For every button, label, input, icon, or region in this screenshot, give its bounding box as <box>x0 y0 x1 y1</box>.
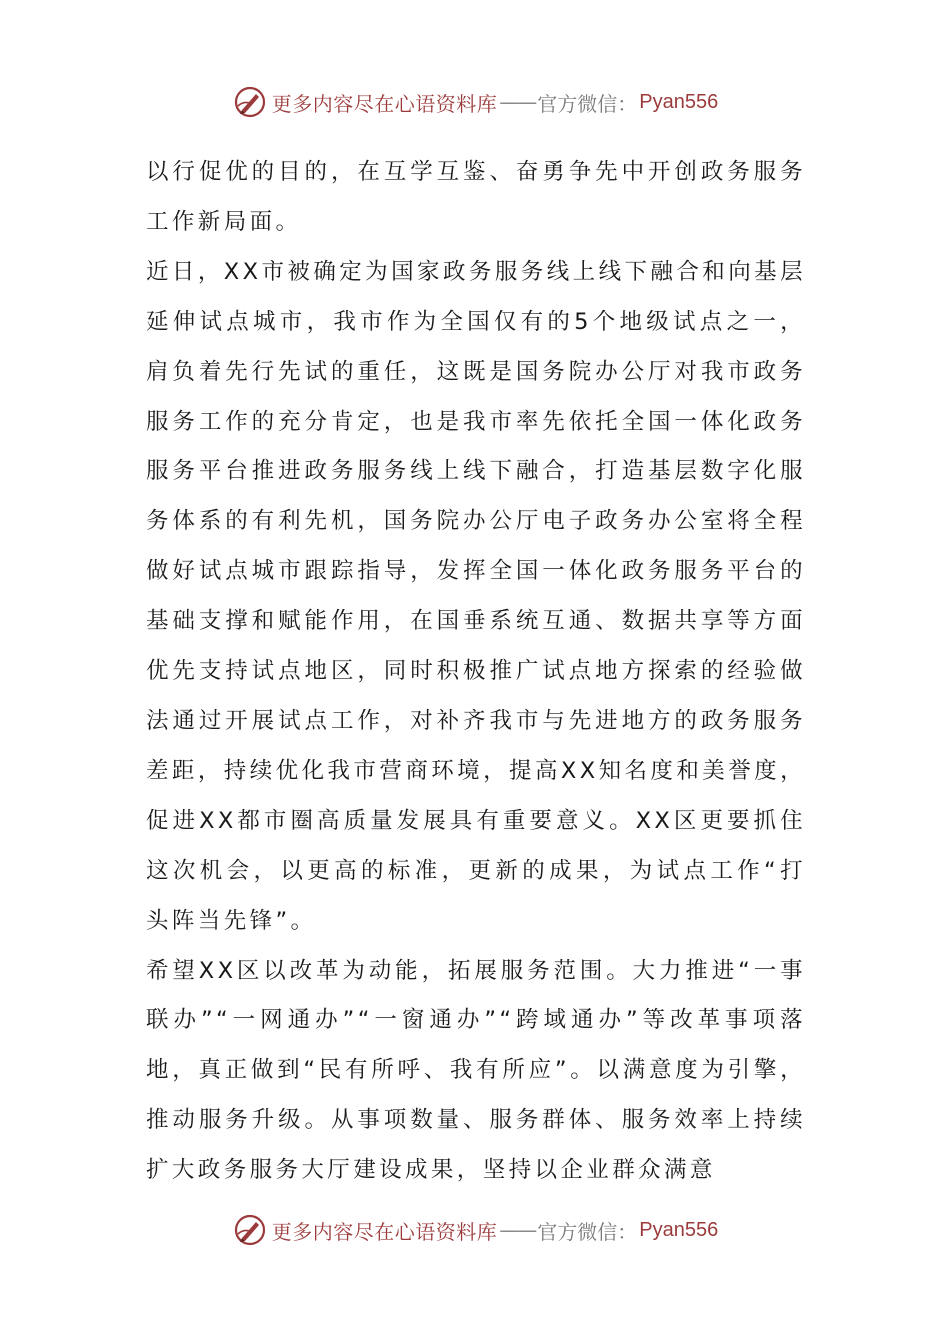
document-body <box>146 148 806 1196</box>
paragraph: 以行促优的目的，在互学互鉴、奋勇争先中开创政务服务工作新局面。 <box>146 159 806 235</box>
paragraph: 希望XX区以改革为动能，拓展服务范围。大力推进“一事联办”“一网通办”“一窗通办”“跨域通办”等改革事项落地，真正做到“民有所呼、我有所应”。以满意度为引擎，推动服务升级。从事项数量、服务群体、服务效率上持续扩大政务服务大厅建设成果，坚持以企业群众满意 <box>146 957 806 1184</box>
watermark-site-text: 更多内容尽在心语资料库 <box>271 1219 498 1244</box>
watermark-label: 官方微信： <box>537 1219 638 1244</box>
pen-logo-icon <box>232 1212 268 1248</box>
watermark-account: Pyan556 <box>639 1218 719 1241</box>
watermark-account: Pyan556 <box>639 90 719 113</box>
watermark-site-text: 更多内容尽在心语资料库 <box>271 91 498 116</box>
watermark-separator: —— <box>499 1218 536 1242</box>
paragraph: 近日，XX市被确定为国家政务服务线上线下融合和向基层延伸试点城市，我市作为全国仅有的5个地级试点之一，肩负着先行先试的重任，这既是国务院办公厅对我市政务服务工作的充分肯定，也是我市率先依托全国一体化政务服务平台推进政务服务线上线下融合，打造基层数字化服务体系的有利先机，国务院办公厅电子政务办公室将全程做好试点城市跟踪指导，发挥全国一体化政务服务平台的基础支撑和赋能作用，在国垂系统互通、数据共享等方面优先支持试点地区，同时积极推广试点地方探索的经验做法通过开展试点工作，对补齐我市与先进地方的政务服务差距，持续优化我市营商环境，提高XX知名度和美誉度，促进XX都市圈高质量发展具有重要意义。XX区更要抓住这次机会，以更高的标准，更新的成果，为试点工作“打头阵当先锋”。 <box>146 258 806 934</box>
watermark-separator: —— <box>499 90 536 114</box>
watermark-label: 官方微信： <box>537 91 638 116</box>
watermark-footer <box>0 1210 950 1250</box>
watermark-header <box>0 82 950 122</box>
pen-logo-icon <box>232 84 268 120</box>
